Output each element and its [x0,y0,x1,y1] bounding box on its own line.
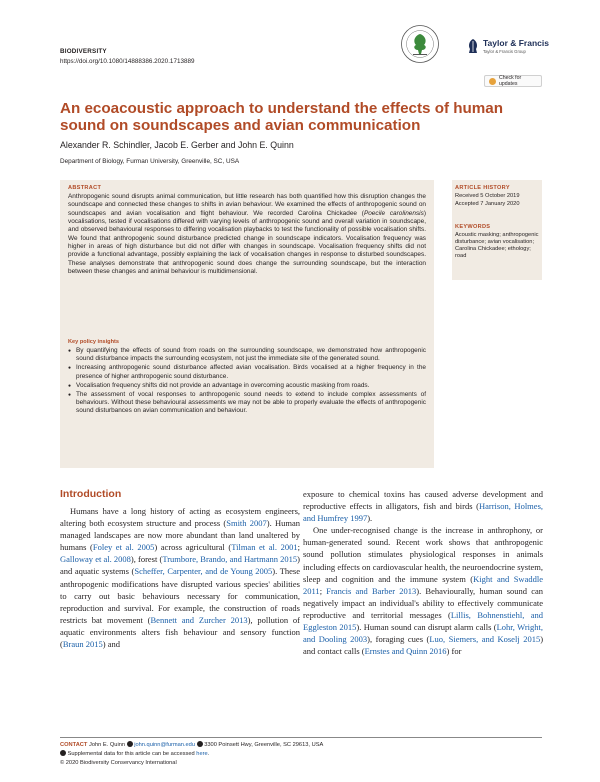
intro-right-column [303,488,543,657]
citation-link[interactable]: Harrison, Holmes, and Humfrey [303,501,543,524]
affiliation: Department of Biology, Furman University, Greenville, SC, USA [60,158,240,165]
citation-link[interactable]: 2015 [280,554,298,565]
citation-link[interactable]: 2015 [85,639,103,650]
policy-list [68,347,426,417]
citation-link[interactable]: 2011 [303,585,320,596]
policy-item: ● Vocalisation frequency shifts did not provide an advantage in overcoming acoustic masking from roads. [68,382,426,390]
introduction-heading: Introduction [60,488,122,500]
citation-link[interactable]: 2005 [137,542,155,553]
citation-link[interactable]: Bennett and Zurcher [150,614,226,625]
citation-link[interactable]: Luo, Siemers, and Koselj [429,634,520,645]
author-list: Alexander R. Schindler, Jacob E. Gerber and John E. Quinn [60,140,294,150]
keywords-heading: KEYWORDS [455,224,491,230]
supplemental-line: Supplemental data for this article can be accessed here. [60,750,209,757]
check-for-updates-button[interactable] [484,75,542,87]
citation-link[interactable]: Galloway et al. [60,554,112,565]
supplemental-link[interactable]: here [196,751,208,757]
contact-name: John E. Quinn [88,742,126,748]
publisher-name: Taylor & Francis [483,38,549,48]
citation-link[interactable]: Foley et al. [92,542,134,553]
keywords-text: Acoustic masking; anthropogenic disturbance; avian vocalisation; Carolina Chickadee; ethology; road [455,232,539,260]
location-icon [197,741,203,747]
abstract-heading: ABSTRACT [68,185,102,191]
citation-link[interactable]: 2008 [113,554,131,565]
taylor-francis-logo-icon [466,38,480,54]
citation-link[interactable]: 1997 [350,513,368,524]
citation-link[interactable]: 2001 [280,542,298,553]
society-seal-icon [400,24,440,64]
citation-link[interactable]: Smith [226,518,247,529]
citation-link[interactable]: Trumbore, Brando, and Hartmann [162,554,278,565]
contact-label: CONTACT [60,742,88,748]
accepted-date: Accepted 7 January 2020 [455,201,520,207]
copyright: © 2020 Biodiversity Conservancy International [60,760,177,766]
citation-link[interactable]: 2015 [339,622,357,633]
check-for-updates-label: Check for updates [498,75,522,87]
publisher-subtitle: Taylor & Francis Group [483,49,526,54]
policy-heading: Key policy insights [68,339,119,345]
policy-item: ● Increasing anthropogenic sound disturbance affected avian vocalisation. Birds vocalised at a higher frequency in the presence of higher anthropogenic sound disturbance. [68,364,426,381]
supplemental-data-icon [60,750,66,756]
citation-link[interactable]: Ernstes and Quinn [364,646,428,657]
history-heading: ARTICLE HISTORY [455,185,510,191]
policy-item: ● By quantifying the effects of sound from roads on the surrounding soundscape, we demonstrated how anthropogenic sound disturbance impacts the surrounding ecosystem, not just the immediate site of the generated sound. [68,347,426,364]
citation-link[interactable]: 2003 [350,634,368,645]
citation-link[interactable]: 2013 [399,585,417,596]
abstract-text: Anthropogenic sound disrupts animal communication, but little research has both quantified how this disruption changes the soundscape and connected these changes to shifts in avian behaviour. We examined the effects of anthropogenic sound on soundscapes and avian vocalisation and flight behaviour. We recorded Carolina Chickadee (Poecile carolinensis) vocalisations, tested if vocalisations differed with varying levels of anthropogenic sound and overall variation in soundscape, and observed behavioural responses to differing vocalisation playbacks to test the functionality of possible vocalisation shifts. We found that anthropogenic sound disturbance predicted change in soundscape indicators. Vocalisation frequency was higher in areas of high disturbance but did not differ with changes in soundscape. Vocalisation frequency shifts did not provide a functional advantage, possibly explaining the lack of vocalisation changes in response to disturbed soundscapes. These analyses demonstrate that anthropogenic sound does change the surrounding soundscape, but the interaction between these changes and animal behaviour is multidimensional. [68,193,426,276]
contact-line [60,741,323,748]
doi-link[interactable]: https://doi.org/10.1080/14888386.2020.1713889 [60,58,195,65]
citation-link[interactable]: 2016 [429,646,447,657]
check-updates-icon [489,78,496,85]
intro-left-column: Humans have a long history of acting as ecosystem engineers, altering both ecosystem structure and process (Smith 2007). Human managed landscapes are now more abundant than land unaltered by humans (Foley et al. 2005) across agricultural (Tilman et al. 2001; Galloway et al. 2008), forest (Trumbore, Brando, and Hartmann 2015) and aquatic systems (Scheffer, Carpenter, and de Young 2005). These anthropogenic modifications have disrupted various species' abilities to carry out basic behaviours necessary for communication, reproduction and survival. For example, the construction of roads restricts bat movement (Bennett and Zurcher 2013), pollution of aquatic environments alters fish behaviour and sensory function (Braun 2015) and [60,506,301,650]
footer-divider [60,737,542,738]
citation-link[interactable]: Lillis, Bohnenstiehl, and Eggleston [303,609,543,633]
policy-item: ● The assessment of vocal responses to anthropogenic sound needs to extend to include complex assessments of behaviours. Without these behavioural assessments we may not be able to properly evaluate the effects of anthropogenic sound disturbances on avian communication and behaviour. [68,391,426,416]
citation-link[interactable]: 2005 [255,566,273,577]
contact-email-link[interactable]: john.quinn@furman.edu [134,742,196,748]
email-icon [127,741,133,747]
journal-name: BIODIVERSITY [60,48,107,55]
citation-link[interactable]: Francis and Barber [326,585,396,596]
citation-link[interactable]: Tilman et al. [231,542,278,553]
citation-link[interactable]: 2007 [249,518,267,529]
received-date: Received 5 October 2019 [455,193,520,199]
intro-paragraph: exposure to chemical toxins has caused adverse development and reproductive effects in alligators, fish and birds (Harrison, Holmes, and Humfrey 1997). [303,489,543,524]
citation-link[interactable]: 2015 [523,634,541,645]
citation-link[interactable]: Kight and Swaddle [473,573,543,584]
citation-link[interactable]: Lohr, Wright, and Dooling [303,622,544,645]
citation-link[interactable]: Braun [62,639,84,650]
supplemental-text: Supplemental data for this article can be accessed [67,751,197,757]
citation-link[interactable]: 2013 [230,614,248,625]
contact-address: 3300 Poinsett Hwy, Greenville, SC 29613, USA [204,742,324,748]
species-name: Poecile carolinensis [363,209,424,217]
intro-paragraph: One under-recognised change is the increase in anthrophony, or human-generated sound. Recent work shows that anthropogenic sound pollution stimulates physiological responses in animals including effects on cardiovascular health, the neuroendocrine system, sleep and cognition and the immune system (Kight and Swaddle 2011; Francis and Barber 2013). Behaviourally, human sound can negatively impact an individual's ability to effectively communicate reproductive and territorial messages (Lillis, Bohnenstiehl, and Eggleston 2015). Human sound can disrupt alarm calls (Lohr, Wright, and Dooling 2003), foraging cues (Luo, Siemers, and Koselj 2015) and contact calls (Ernstes and Quinn 2016) for [303,525,544,657]
article-title: An ecoacoustic approach to understand the effects of human sound on soundscapes and avian communication [60,100,504,134]
citation-link[interactable]: Scheffer, Carpenter, and de Young [134,566,253,577]
